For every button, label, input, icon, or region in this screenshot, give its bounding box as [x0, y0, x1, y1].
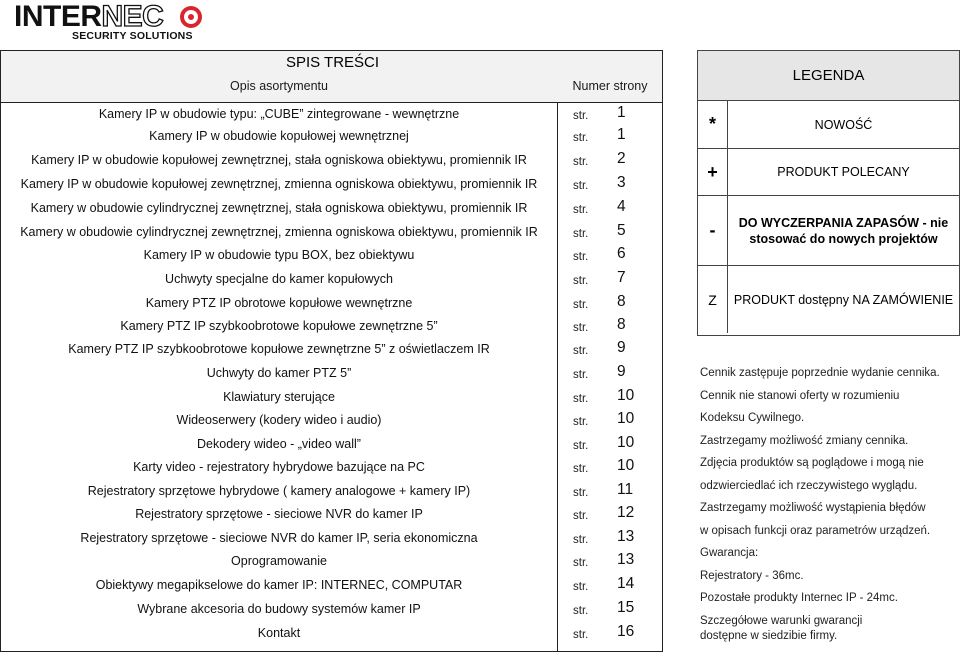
toc-row — [1, 125, 662, 149]
toc-row-page-number: 7 — [617, 269, 626, 286]
toc-row — [1, 268, 662, 292]
toc-row — [1, 503, 662, 527]
legend-text-discontinued: DO WYCZERPANIA ZAPASÓW - nie stosować do nowych projektów — [738, 215, 949, 246]
toc-row — [1, 221, 662, 245]
toc-row-title: Uchwyty specjalne do kamer kopułowych — [165, 272, 393, 286]
toc-header — [1, 51, 662, 103]
legend-text-new: NOWOŚĆ — [814, 117, 873, 132]
toc-row — [1, 574, 662, 598]
toc-row-page-number: 9 — [617, 339, 626, 356]
toc-row-title: Obiektywy megapikselowe do kamer IP: INTERNEC, COMPUTAR — [95, 578, 463, 592]
toc-row — [1, 362, 662, 386]
legend-symbol-recommended: + — [698, 149, 728, 195]
note-line: Zastrzegamy możliwość wystąpienia błędów — [700, 502, 926, 514]
toc-row-str-label: str. — [573, 110, 589, 122]
toc-row-title: Kamery IP w obudowie typu: „CUBE” zintegrowane - wewnętrzne — [98, 107, 460, 121]
legend-text-on-order: PRODUKT dostępny NA ZAMÓWIENIE — [733, 292, 954, 307]
logo-wordmark — [14, 2, 163, 32]
toc-row-page-number: 10 — [617, 387, 635, 404]
legend-item-recommended — [698, 149, 959, 196]
toc-row-title: Kamery PTZ IP obrotowe kopułowe wewnętrzne — [145, 296, 413, 310]
toc-column-page: Numer strony — [572, 79, 648, 93]
toc-row — [1, 338, 662, 362]
toc-row-title: Kamery IP w obudowie typu BOX, bez obiektywu — [143, 248, 415, 262]
legend-text-recommended: PRODUKT POLECANY — [777, 165, 910, 179]
toc-row-title: Uchwyty do kamer PTZ 5” — [206, 366, 352, 380]
toc-row — [1, 622, 662, 646]
toc-row-page-number: 13 — [617, 551, 635, 568]
toc-column-divider — [557, 103, 558, 651]
toc-row-title: Rejestratory sprzętowe hybrydowe ( kamery analogowe + kamery IP) — [87, 484, 471, 498]
note-line: w opisach funkcji oraz parametrów urządzeń. — [700, 524, 931, 537]
toc-row-title: Dekodery wideo - „video wall” — [197, 437, 361, 451]
toc-row-page-number: 12 — [617, 504, 635, 521]
toc-row-title: Kamery IP w obudowie kopułowej wewnętrznej — [149, 129, 409, 143]
toc-row-str-label: str. — [573, 251, 589, 263]
toc-row — [1, 480, 662, 504]
legend-symbol-discontinued: - — [698, 196, 728, 265]
toc-row-page-number: 13 — [617, 528, 635, 545]
toc-row-title: Rejestratory sprzętowe - sieciowe NVR do kamer IP — [135, 507, 423, 521]
toc-row-str-label: str. — [573, 416, 589, 428]
toc-row-page-number: 11 — [617, 481, 634, 498]
legend-box — [697, 50, 960, 336]
toc-row-page-number: 10 — [617, 434, 635, 451]
toc-row-page-number: 8 — [617, 293, 626, 310]
note-line: odzwierciedlać ich rzeczywistego wyglądu. — [700, 479, 918, 492]
note-line: Cennik nie stanowi oferty w rozumieniu — [700, 389, 900, 402]
logo-emblem-icon — [180, 6, 202, 28]
note-line: Zdjęcia produktów są poglądowe i mogą nie — [700, 457, 924, 469]
legend-symbol-new: * — [698, 101, 728, 148]
toc-row-title: Klawiatury sterujące — [223, 390, 335, 404]
toc-row-page-number: 2 — [617, 150, 626, 167]
toc-row-str-label: str. — [573, 629, 589, 641]
toc-row-str-label: str. — [573, 156, 589, 168]
legend-symbol-on-order: Z — [698, 266, 728, 333]
toc-row-str-label: str. — [573, 322, 589, 334]
toc-row-str-label: str. — [573, 605, 589, 617]
toc-row-page-number: 14 — [617, 575, 635, 592]
toc-row-str-label: str. — [573, 132, 589, 144]
toc-row-str-label: str. — [573, 204, 589, 216]
toc-row-str-label: str. — [573, 440, 589, 452]
toc-row-page-number: 1 — [617, 104, 626, 121]
toc-title: SPIS TREŚCI — [285, 54, 380, 71]
toc-row-title: Kamery PTZ IP szybkoobrotowe kopułowe zewnętrzne 5” z oświetlaczem IR — [68, 342, 490, 356]
legend-item-new — [698, 101, 959, 149]
toc-row-str-label: str. — [573, 581, 589, 593]
note-line: Zastrzegamy możliwość zmiany cennika. — [700, 434, 909, 447]
toc-row — [1, 173, 662, 197]
toc-rows — [1, 103, 662, 651]
toc-row-page-number: 5 — [617, 222, 626, 239]
legend-item-discontinued — [698, 196, 959, 266]
toc-row-title: Rejestratory sprzętowe - sieciowe NVR do kamer IP, seria ekonomiczna — [80, 531, 478, 545]
internec-logo — [14, 2, 196, 42]
logo-brand-accent: NEC — [101, 0, 164, 33]
toc-row-str-label: str. — [573, 510, 589, 522]
toc-row-title: Karty video - rejestratory hybrydowe bazujące na PC — [133, 460, 425, 474]
toc-row-str-label: str. — [573, 487, 589, 499]
toc-row-page-number: 8 — [617, 316, 626, 333]
toc-row-title: Kamery w obudowie cylindrycznej zewnętrznej, zmienna ogniskowa obiektywu, promiennik IR — [20, 225, 538, 239]
legend-title: LEGENDA — [698, 51, 959, 101]
toc-row — [1, 103, 662, 127]
toc-row-page-number: 1 — [617, 126, 626, 143]
toc-row-str-label: str. — [573, 345, 589, 357]
toc-row-str-label: str. — [573, 180, 589, 192]
toc-column-assortment: Opis asortymentu — [230, 79, 328, 93]
toc-row-str-label: str. — [573, 463, 589, 475]
toc-row — [1, 527, 662, 551]
toc-row-page-number: 6 — [617, 245, 626, 262]
toc-row — [1, 456, 662, 480]
toc-row-page-number: 3 — [617, 174, 626, 191]
note-line: Pozostałe produkty Internec IP - 24mc. — [700, 592, 898, 604]
toc-row — [1, 149, 662, 173]
toc-row-page-number: 15 — [617, 599, 635, 616]
toc-row-page-number: 4 — [617, 198, 626, 215]
note-line: Szczegółowe warunki gwarancji — [700, 614, 863, 627]
note-line: Kodeksu Cywilnego. — [700, 412, 805, 424]
toc-row-title: Wybrane akcesoria do budowy systemów kamer IP — [137, 602, 421, 616]
toc-row — [1, 386, 662, 410]
price-list-notes — [700, 366, 958, 644]
note-line: Rejestratory - 36mc. — [700, 569, 804, 582]
toc-row-page-number: 9 — [617, 363, 626, 380]
toc-row-title: Kamery IP w obudowie kopułowej zewnętrznej, stała ogniskowa obiektywu, promiennik IR — [31, 153, 527, 167]
toc-row-title: Oprogramowanie — [231, 554, 327, 568]
toc-row-title: Kamery PTZ IP szybkoobrotowe kopułowe zewnętrzne 5” — [120, 319, 438, 333]
toc-row-page-number: 10 — [617, 457, 635, 474]
toc-row — [1, 598, 662, 622]
note-line: Cennik zastępuje poprzednie wydanie cennika. — [700, 367, 940, 379]
toc-row-title: Kamery w obudowie cylindrycznej zewnętrznej, stała ogniskowa obiektywu, promiennik IR — [30, 201, 528, 215]
toc-row-str-label: str. — [573, 393, 589, 405]
toc-row — [1, 244, 662, 268]
toc-row-title: Kontakt — [257, 626, 301, 640]
toc-row — [1, 409, 662, 433]
toc-row-page-number: 10 — [617, 410, 635, 427]
toc-row-str-label: str. — [573, 275, 589, 287]
table-of-contents — [0, 50, 663, 652]
toc-row — [1, 433, 662, 457]
toc-row — [1, 550, 662, 574]
note-line: dostępne w siedzibie firmy. — [700, 629, 838, 642]
toc-row-title: Wideoserwery (kodery wideo i audio) — [176, 413, 382, 427]
toc-row-str-label: str. — [573, 299, 589, 311]
toc-row-str-label: str. — [573, 369, 589, 381]
toc-row-str-label: str. — [573, 534, 589, 546]
toc-row — [1, 292, 662, 316]
toc-row-title: Kamery IP w obudowie kopułowej zewnętrznej, zmienna ogniskowa obiektywu, promiennik IR — [20, 177, 538, 191]
toc-row — [1, 197, 662, 221]
logo-brand-main: INTER — [14, 0, 102, 33]
toc-row — [1, 315, 662, 339]
toc-row-str-label: str. — [573, 228, 589, 240]
legend-item-on-order — [698, 266, 959, 333]
toc-row-str-label: str. — [573, 557, 589, 569]
note-line: Gwarancja: — [700, 547, 759, 559]
logo-tagline: SECURITY SOLUTIONS — [72, 30, 193, 42]
toc-row-page-number: 16 — [617, 623, 635, 640]
